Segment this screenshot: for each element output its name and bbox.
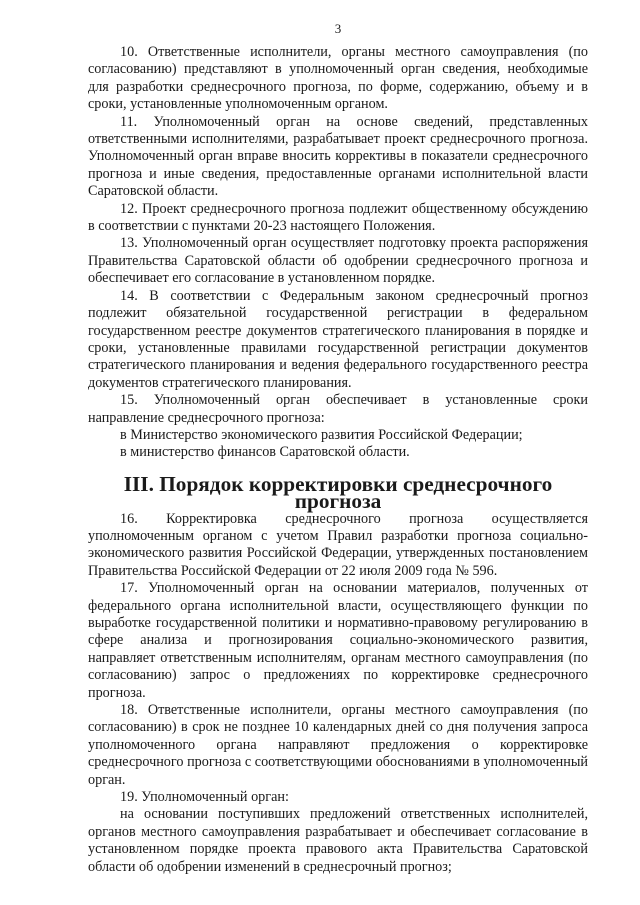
section-heading: III. Порядок корректировки среднесрочного прогноза: [123, 471, 553, 514]
paragraph-13: 13. Уполномоченный орган осуществляет подготовку проекта распоряжения Правительства Саратовской области об одобрении среднесрочного прогноза и обеспечивает его согласование в установленном порядке.: [88, 235, 588, 287]
document-page: [88, 0, 588, 905]
paragraph-15: 15. Уполномоченный орган обеспечивает в установленные сроки направление среднесрочного прогноза:: [88, 392, 588, 426]
paragraph-12: 12. Проект среднесрочного прогноза подлежит общественному обсуждению в соответствии с пунктами 20-23 настоящего Положения.: [88, 200, 588, 235]
paragraph-14: 14. В соответствии с Федеральным законом среднесрочный прогноз подлежит обязательной государственной регистрации в федеральном государственном реестре документов стратегического планирования в порядке и сроки, установленные правилами государственной регистрации документов стратегического планирования и ведения федерального государственного реестра документов стратегического планирования.: [88, 287, 588, 391]
paragraph-15-item-1: в Министерство экономического развития Российской Федерации;: [120, 426, 523, 443]
paragraph-16: 16. Корректировка среднесрочного прогноза осуществляется уполномоченным органом с учетом Правил разработки прогноза социально-экономического развития Российской Федерации, утвержденных постановлением Правительства Российской Федерации от 22 июля 2009 года № 596.: [88, 510, 588, 579]
paragraph-18: 18. Ответственные исполнители, органы местного самоуправления (по согласованию) в срок не позднее 10 календарных дней со дня получения запроса уполномоченного органа направляют предложения о корректировке среднесрочного прогноза с соответствующими обоснованиями в уполномоченный орган.: [88, 702, 588, 788]
paragraph-19: 19. Уполномоченный орган:: [120, 789, 289, 806]
paragraph-10: 10. Ответственные исполнители, органы местного самоуправления (по согласованию) представляют в уполномоченный орган сведения, необходимые для разработки среднесрочного прогноза, по форме, содержанию, объему и в сроки, установленные уполномоченным органом.: [88, 44, 588, 113]
page-number: 3: [334, 21, 342, 36]
paragraph-15-item-2: в министерство финансов Саратовской области.: [120, 444, 410, 461]
document-body: [88, 44, 588, 876]
paragraph-19-item-1: на основании поступивших предложений ответственных исполнителей, органов местного самоуправления разрабатывает и обеспечивает согласование в установленном порядке проекта правового акта Правительства Саратовской области об одобрении изменений в среднесрочный прогноз;: [88, 806, 588, 875]
paragraph-11: 11. Уполномоченный орган на основе сведений, представленных ответственными исполнителями, разрабатывает проект среднесрочного прогноза. Уполномоченный орган вправе вносить коррективы в показатели среднесрочного прогноза и иные сведения, предоставленные органами исполнительной власти Саратовской области.: [88, 113, 588, 200]
paragraph-17: 17. Уполномоченный орган на основании материалов, полученных от федерального органа исполнительной власти, осуществляющего функции по выработке государственной политики и нормативно-правовому регулированию в сфере анализа и прогнозирования социально-экономического развития, направляет ответственным исполнителям, органам местного самоуправления (по согласованию) запрос о предложениях по корректировке среднесрочного прогноза.: [88, 580, 588, 701]
